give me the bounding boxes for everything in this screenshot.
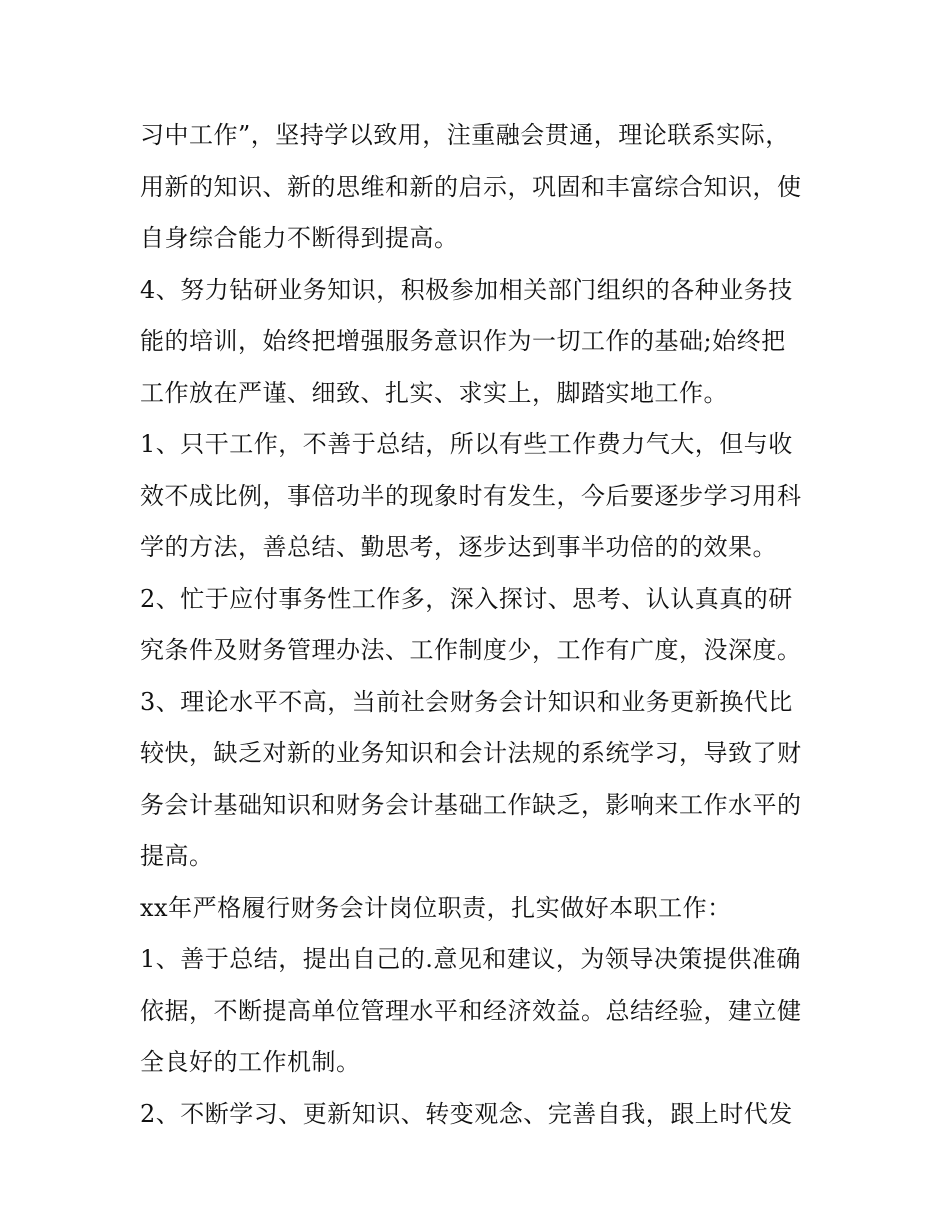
text-line: 用新的知识、新的思维和新的启示，巩固和丰富综合知识，使 — [140, 172, 802, 201]
text-line: 提高。 — [140, 842, 214, 870]
text-line: 4、努力钻研业务知识，积极参加相关部门组织的各种业务技 — [140, 275, 793, 304]
text-line: xx年严格履行财务会计岗位职责，扎实做好本职工作： — [140, 893, 732, 922]
text-line: 究条件及财务管理办法、工作制度少，工作有广度，没深度。 — [140, 636, 802, 664]
text-line: 2、忙于应付事务性工作多，深入探讨、思考、认认真真的研 — [140, 584, 793, 613]
text-line: 效不成比例，事倍功半的现象时有发生，今后要逐步学习用科 — [140, 481, 802, 510]
text-line: 1、只干工作，不善于总结，所以有些工作费力气大，但与收 — [140, 430, 793, 458]
text-line: 1、善于总结，提出自己的.意见和建议，为领导决策提供准确 — [140, 945, 801, 973]
text-line: 工作放在严谨、细致、扎实、求实上，脚踏实地工作。 — [140, 378, 728, 407]
body-text — [140, 110, 820, 1140]
text-line: 全良好的工作机制。 — [140, 1048, 361, 1076]
text-line: 务会计基础知识和财务会计基础工作缺乏，影响来工作水平的 — [140, 790, 802, 819]
text-line: 3、理论水平不高，当前社会财务会计知识和业务更新换代比 — [140, 687, 793, 716]
text-line: 能的培训，始终把增强服务意识作为一切工作的基础;始终把 — [140, 327, 786, 355]
text-line: 学的方法，善总结、勤思考，逐步达到事半功倍的的效果。 — [140, 533, 777, 561]
text-line: 习中工作”，坚持学以致用，注重融会贯通，理论联系实际， — [140, 121, 790, 149]
text-line: 较快，缺乏对新的业务知识和会计法规的系统学习，导致了财 — [140, 739, 802, 767]
text-line: 2、不断学习、更新知识、转变观念、完善自我，跟上时代发 — [140, 1099, 793, 1128]
text-line: 自身综合能力不断得到提高。 — [140, 224, 459, 252]
text-line: 依据，不断提高单位管理水平和经济效益。总结经验，建立健 — [140, 996, 802, 1025]
